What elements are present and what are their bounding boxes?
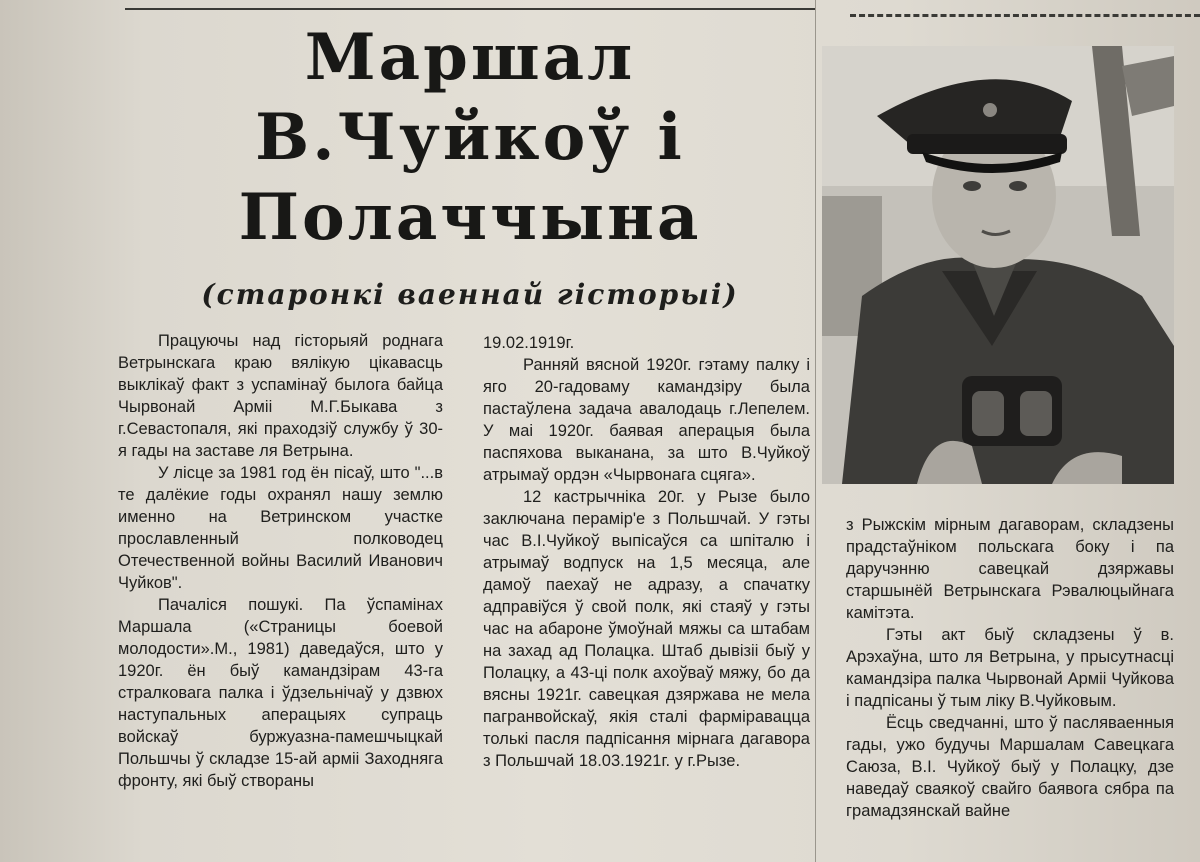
paragraph: Ранняй вясной 1920г. гэтаму палку і яго 20-гадоваму камандзіру была пастаўлена задача авалодаць г.Лепелем. У маі 1920г. баявая аперацыя была паспяхова выканана, за што В.Чуйкоў атрымаў ордэн «Чырвонага сцяга». xyxy=(483,356,810,484)
headline-line-3: Полаччына xyxy=(238,180,702,255)
paragraph: Ёсць сведчанні, што ў пасляваенныя гады, ужо будучы Маршалам Савецкага Саюза, В.І. Чуйкоў быў у Полацку, дзе наведаў сваякоў свайго баявога сябра па грамадзянскай вайне xyxy=(846,714,1174,820)
article-column-2 xyxy=(483,332,810,772)
paragraph: Гэты акт быў складзены ў в. Арэхаўна, што ля Ветрына, у прысутнасці камандзіра палка Чырвонай Арміі Чуйкова і падпісаны ў тым ліку В.Чуйковым. xyxy=(846,626,1174,710)
portrait-photo xyxy=(822,46,1174,484)
column-divider xyxy=(815,0,816,862)
paragraph: У лісце за 1981 год ён пісаў, што "...в те далёкие годы охранял нашу землю именно на Ветринском участке прославленный полководец Отечественной войны Василий Иванович Чуйков". xyxy=(118,464,443,592)
paragraph: Працуючы над гісторыяй роднага Ветрынскага краю вялікую цікавасць выклікаў факт з успамінаў былога байца Чырвонай Арміі М.Г.Быкава з г.Севастопаля, які праходзіў службу ў 30-я гады на заставе ля Ветрына. xyxy=(118,332,443,460)
article-headline xyxy=(130,18,810,258)
article-subheadline: (старонкі ваеннай гісторыі) xyxy=(201,278,739,311)
paragraph: 12 кастрычніка 20г. у Рызе было заключана перамір'е з Польшчай. У гэты час В.І.Чуйкоў выпісаўся са шпіталю і атрымаў водпуск на 1,5 месяца, але дамоў паехаў не адразу, а спачатку адправіўся ў свой полк, які стаяў у гэты час на абароне ўмоўнай мяжы са штабам на захад ад Полацка. Штаб дывізіі быў у Полацку, а 43-ці полк ахоўваў мяжу, бо да вясны 1921г. савецкая дзяржава не мела пагранвойскаў, якія сталі фарміравацца толькі пасля падпісання мірнага дагавора з Польшчай 18.03.1921г. у г.Рызе. xyxy=(483,488,810,770)
headline-line-1: Маршал xyxy=(304,20,636,95)
paragraph: Пачаліся пошукі. Па ўспамінах Маршала («Страницы боевой молодости».М., 1981) даведаўся, што у 1920г. ён быў камандзірам 43-га стралковага палка і ўдзельнічаў у дзвюх наступальных аперацыях супраць войскаў буржуазна-памешчыцкай Польшчы ў складзе 15-ай арміі Заходняга фронту, які быў створаны xyxy=(118,596,443,790)
paragraph: 19.02.1919г. xyxy=(483,334,575,352)
article-column-1 xyxy=(118,330,443,792)
portrait-photo-icon xyxy=(822,46,1174,484)
headline-line-2: В.Чуйкоў і xyxy=(255,100,685,175)
top-rule xyxy=(125,8,815,10)
article-column-3 xyxy=(846,514,1174,822)
paragraph: з Рыжскім мірным дагаворам, складзены прадстаўніком польскага боку і па даручэнню савецкай дзяржавы старшынёй Ветрынскага Рэвалюцыйнага камітэта. xyxy=(846,516,1174,622)
dashed-cut-line xyxy=(850,14,1200,17)
